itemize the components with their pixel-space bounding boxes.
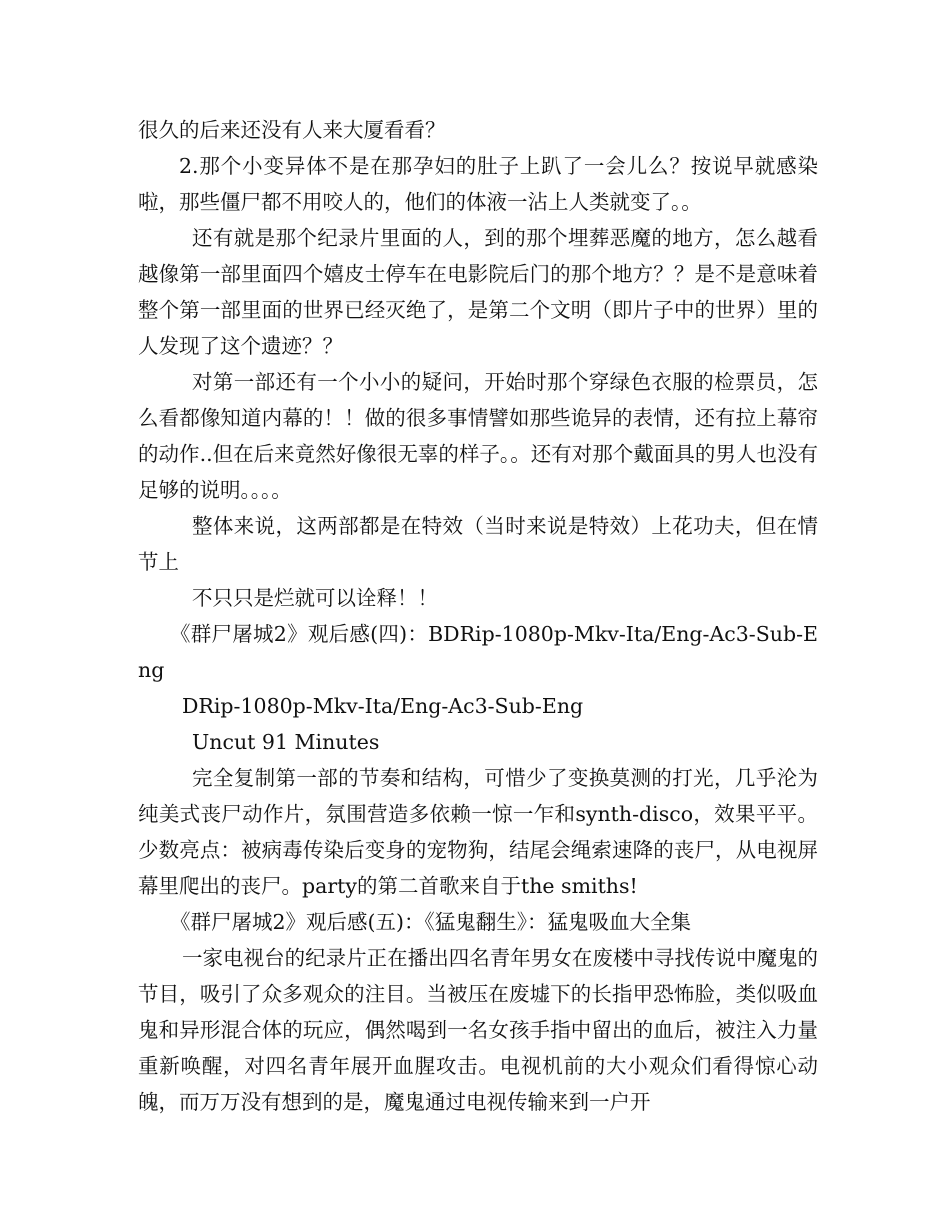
section-heading-5: 《群尸屠城2》观后感(五)：《猛鬼翻生》：猛鬼吸血大全集 (170, 910, 692, 934)
paragraph-ticket-taker: 对第一部还有一个小小的疑问，开始时那个穿绿色衣服的检票员，怎么看都像知道内幕的！！做的很多事情譬如那些诡异的表情，还有拉上幕帘的动作..但在后来竟然好像很无辜的样子。。还有对那个戴面具的男人也没有足够的说明。。。。 (138, 370, 818, 502)
release-info: DRip-1080p-Mkv-Ita/Eng-Ac3-Sub-Eng (182, 694, 584, 718)
paragraph-review-5: 一家电视台的纪录片正在播出四名青年男女在废楼中寻找传说中魔鬼的节目，吸引了众多观众的注目。当被压在废墟下的长指甲恐怖脸，类似吸血鬼和异形混合体的玩应，偶然喝到一名女孩手指中留出的血后，被注入力量重新唤醒，对四名青年展开血腥攻击。电视机前的大小观众们看得惊心动魄，而万万没有想到的是，魔鬼通过电视传输来到一户开 (138, 946, 818, 1114)
article-body (138, 112, 818, 1120)
paragraph-documentary: 还有就是那个纪录片里面的人，到的那个埋葬恶魔的地方，怎么越看越像第一部里面四个嬉皮士停车在电影院后门的那个地方？？是不是意味着整个第一部里面的世界已经灭绝了，是第二个文明（即片子中的世界）里的人发现了这个遗迹？？ (138, 226, 818, 358)
section-heading-4: 《群尸屠城2》观后感(四)：BDRip-1080p-Mkv-Ita/Eng-Ac3-Sub-Eng (138, 622, 818, 682)
paragraph-conclusion: 不只只是烂就可以诠释！！ (192, 586, 438, 610)
paragraph-continuation: 很久的后来还没有人来大厦看看？ (138, 118, 446, 142)
runtime-info: Uncut 91 Minutes (192, 730, 380, 754)
paragraph-review-4: 完全复制第一部的节奏和结构，可惜少了变换莫测的打光，几乎沦为纯美式丧尸动作片，氛围营造多依赖一惊一乍和synth-disco，效果平平。少数亮点：被病毒传染后变身的宠物狗，结尾会绳索速降的丧尸，从电视屏幕里爬出的丧尸。party的第二首歌来自于the smiths! (138, 766, 818, 898)
paragraph-overall: 整体来说，这两部都是在特效（当时来说是特效）上花功夫，但在情节上 (138, 514, 818, 574)
paragraph-item-2: 2.那个小变异体不是在那孕妇的肚子上趴了一会儿么？按说早就感染啦，那些僵尸都不用咬人的，他们的体液一沾上人类就变了。。 (138, 154, 818, 214)
